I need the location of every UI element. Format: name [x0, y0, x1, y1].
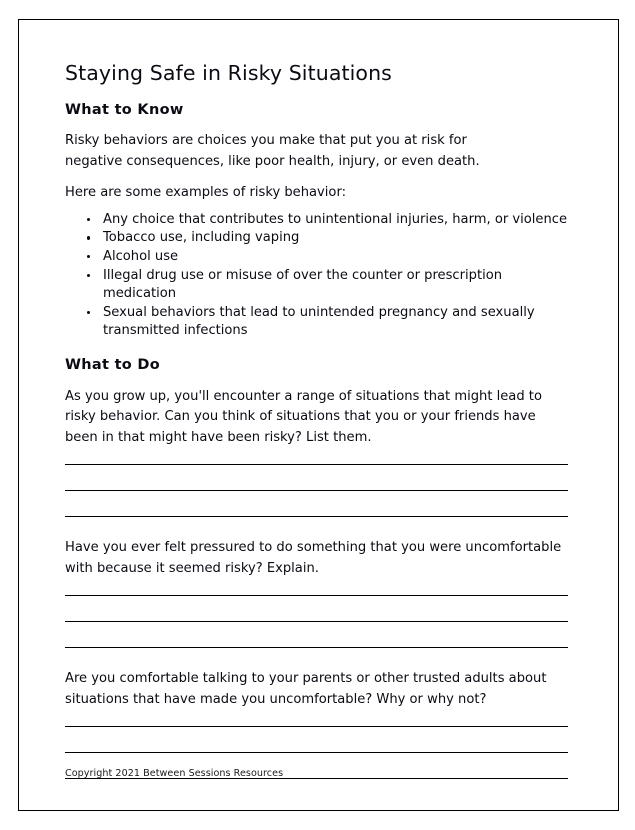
risky-behavior-list	[65, 211, 568, 341]
bullet-icon	[87, 274, 90, 277]
answer-lines-2	[65, 595, 568, 648]
answer-line[interactable]	[65, 726, 568, 727]
what-to-know-paragraph-1: Risky behaviors are choices you make that put you at risk for negative consequences, like poor health, injury, or even death.	[65, 133, 480, 169]
copyright-footer: Copyright 2021 Between Sessions Resources	[65, 768, 284, 779]
list-item-label: Alcohol use	[103, 249, 179, 265]
list-item	[65, 229, 568, 247]
list-item	[65, 248, 568, 266]
worksheet-content	[65, 60, 568, 779]
list-item	[65, 211, 568, 229]
answer-line[interactable]	[65, 621, 568, 622]
question-block-3	[65, 669, 568, 779]
list-item-label: Tobacco use, including vaping	[103, 230, 300, 246]
list-item-label: Illegal drug use or misuse of over the counter or prescription medication	[103, 267, 503, 302]
answer-line[interactable]	[65, 490, 568, 491]
section-heading-what-to-know: What to Know	[65, 102, 184, 118]
list-item-label: Any choice that contributes to unintentional injuries, harm, or violence	[103, 211, 568, 227]
answer-line[interactable]	[65, 516, 568, 517]
answer-line[interactable]	[65, 647, 568, 648]
question-prompt-2: Have you ever felt pressured to do something that you were uncomfortable with because it seemed risky? Explain.	[65, 540, 562, 576]
bullet-icon	[87, 311, 90, 314]
answer-line[interactable]	[65, 464, 568, 465]
answer-lines-1	[65, 464, 568, 517]
list-item	[65, 304, 568, 341]
answer-line[interactable]	[65, 595, 568, 596]
answer-line[interactable]	[65, 752, 568, 753]
what-to-know-paragraph-2: Here are some examples of risky behavior:	[65, 185, 347, 200]
page-title: Staying Safe in Risky Situations	[65, 61, 392, 85]
section-heading-what-to-do: What to Do	[65, 356, 161, 373]
question-block-2	[65, 538, 568, 648]
question-prompt-1: As you grow up, you'll encounter a range of situations that might lead to risky behavior. Can you think of situations that you or your friends have been in that might have been risky? List them.	[65, 388, 542, 445]
list-item-label: Sexual behaviors that lead to unintended pregnancy and sexually transmitted infections	[103, 304, 535, 339]
bullet-icon	[87, 236, 90, 239]
worksheet-page	[18, 19, 619, 811]
bullet-icon	[87, 218, 90, 221]
question-prompt-3: Are you comfortable talking to your parents or other trusted adults about situations that have made you uncomfortable? Why or why not?	[65, 671, 547, 707]
bullet-icon	[87, 255, 90, 258]
list-item	[65, 267, 568, 304]
